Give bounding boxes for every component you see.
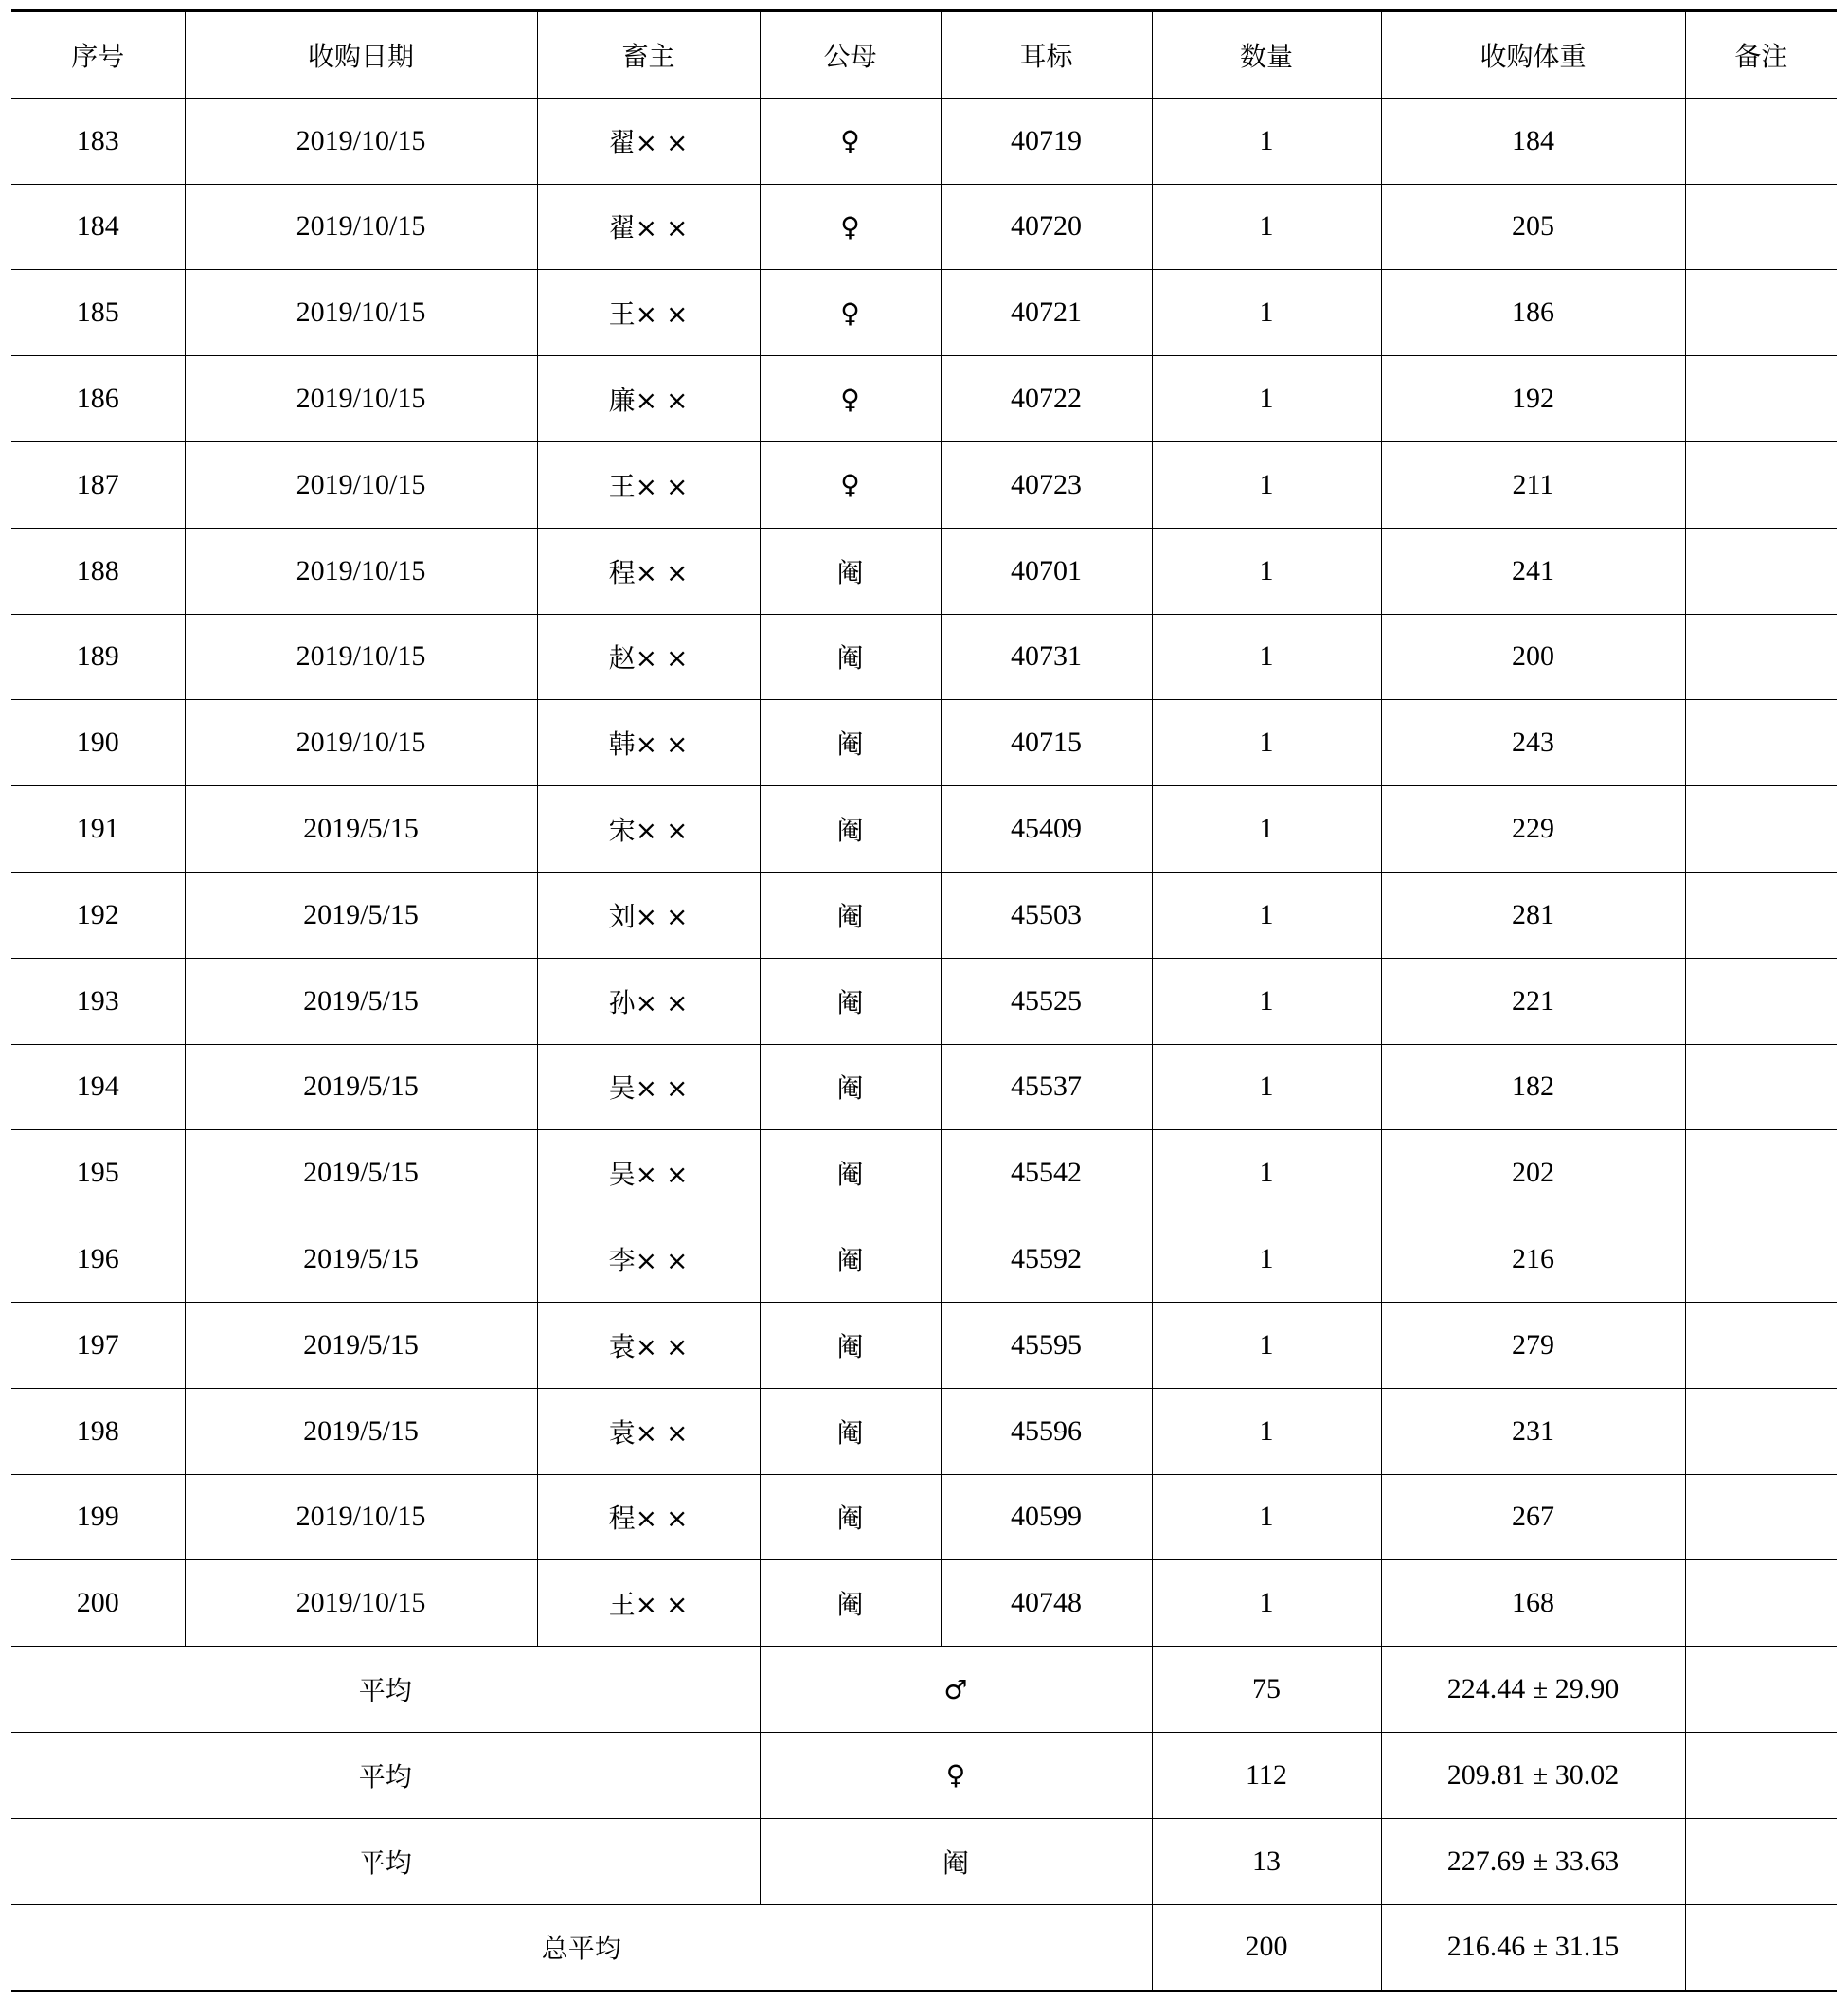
cell-purchase-date: 2019/5/15 — [185, 1302, 537, 1388]
cell-ear-tag: 45537 — [941, 1044, 1152, 1130]
summary-row — [11, 1818, 1837, 1904]
table-body — [11, 11, 1837, 1991]
cell-count: 1 — [1152, 1302, 1381, 1388]
cell-ear-tag: 45595 — [941, 1302, 1152, 1388]
cell-owner: 孙× × — [537, 958, 760, 1044]
cell-purchase-date: 2019/10/15 — [185, 528, 537, 614]
cell-purchase-date: 2019/10/15 — [185, 184, 537, 270]
table-row — [11, 184, 1837, 270]
cell-sex: 阉 — [760, 1302, 941, 1388]
cell-remark — [1685, 528, 1837, 614]
header-sex: 公母 — [760, 11, 941, 99]
table-row — [11, 1474, 1837, 1560]
cell-count: 1 — [1152, 1216, 1381, 1303]
cell-remark — [1685, 441, 1837, 528]
cell-ear-tag: 45542 — [941, 1130, 1152, 1216]
cell-purchase-date: 2019/10/15 — [185, 270, 537, 356]
cell-purchase-weight: 231 — [1381, 1388, 1685, 1474]
summary-label: 平均 — [11, 1647, 760, 1733]
cell-purchase-date: 2019/10/15 — [185, 1474, 537, 1560]
cell-owner: 廉× × — [537, 356, 760, 442]
cell-remark — [1685, 786, 1837, 873]
cell-index: 195 — [11, 1130, 185, 1216]
cell-index: 186 — [11, 356, 185, 442]
cell-purchase-date: 2019/5/15 — [185, 1388, 537, 1474]
summary-label: 平均 — [11, 1732, 760, 1818]
cell-remark — [1685, 1474, 1837, 1560]
cell-owner: 王× × — [537, 441, 760, 528]
cell-remark — [1685, 1216, 1837, 1303]
cell-index: 183 — [11, 98, 185, 184]
cell-count: 1 — [1152, 1388, 1381, 1474]
cell-index: 198 — [11, 1388, 185, 1474]
cell-ear-tag: 45596 — [941, 1388, 1152, 1474]
summary-row — [11, 1647, 1837, 1733]
cell-purchase-date: 2019/10/15 — [185, 700, 537, 786]
cell-owner: 程× × — [537, 528, 760, 614]
cell-purchase-weight: 202 — [1381, 1130, 1685, 1216]
cell-owner: 吴× × — [537, 1044, 760, 1130]
cell-ear-tag: 40748 — [941, 1560, 1152, 1647]
cell-purchase-weight: 216 — [1381, 1216, 1685, 1303]
cell-purchase-weight: 182 — [1381, 1044, 1685, 1130]
cell-ear-tag: 40722 — [941, 356, 1152, 442]
cell-index: 194 — [11, 1044, 185, 1130]
cell-remark — [1685, 184, 1837, 270]
cell-count: 1 — [1152, 1474, 1381, 1560]
cell-owner: 李× × — [537, 1216, 760, 1303]
header-ear-tag: 耳标 — [941, 11, 1152, 99]
cell-count: 1 — [1152, 528, 1381, 614]
cell-owner: 刘× × — [537, 872, 760, 958]
table-row — [11, 1130, 1837, 1216]
cell-count: 1 — [1152, 270, 1381, 356]
table-row — [11, 356, 1837, 442]
cell-index: 191 — [11, 786, 185, 873]
summary-sex: ♂ — [760, 1647, 1152, 1733]
cell-ear-tag: 40715 — [941, 700, 1152, 786]
cell-owner: 韩× × — [537, 700, 760, 786]
cell-sex: 阉 — [760, 786, 941, 873]
cell-sex: 阉 — [760, 1388, 941, 1474]
cell-purchase-weight: 229 — [1381, 786, 1685, 873]
cell-owner: 宋× × — [537, 786, 760, 873]
cell-owner: 王× × — [537, 270, 760, 356]
table-row — [11, 98, 1837, 184]
cell-owner: 翟× × — [537, 98, 760, 184]
cell-purchase-date: 2019/5/15 — [185, 872, 537, 958]
cell-owner: 王× × — [537, 1560, 760, 1647]
cell-remark — [1685, 1388, 1837, 1474]
cell-purchase-weight: 192 — [1381, 356, 1685, 442]
cell-purchase-weight: 279 — [1381, 1302, 1685, 1388]
cell-sex: 阉 — [760, 958, 941, 1044]
cell-count: 1 — [1152, 356, 1381, 442]
cell-sex: 阉 — [760, 1560, 941, 1647]
cell-purchase-date: 2019/10/15 — [185, 1560, 537, 1647]
total-count: 200 — [1152, 1904, 1381, 1991]
cell-owner: 程× × — [537, 1474, 760, 1560]
table-row — [11, 1044, 1837, 1130]
cell-sex: 阉 — [760, 700, 941, 786]
summary-sex: 阉 — [760, 1818, 1152, 1904]
cell-purchase-weight: 241 — [1381, 528, 1685, 614]
summary-remark — [1685, 1818, 1837, 1904]
cell-count: 1 — [1152, 614, 1381, 700]
cell-index: 184 — [11, 184, 185, 270]
cell-sex: 阉 — [760, 1216, 941, 1303]
table-row — [11, 1388, 1837, 1474]
cell-sex: 阉 — [760, 1130, 941, 1216]
cell-purchase-weight: 221 — [1381, 958, 1685, 1044]
table-row — [11, 528, 1837, 614]
cell-purchase-date: 2019/5/15 — [185, 1216, 537, 1303]
summary-count: 13 — [1152, 1818, 1381, 1904]
cell-ear-tag: 45503 — [941, 872, 1152, 958]
cell-ear-tag: 40701 — [941, 528, 1152, 614]
cell-count: 1 — [1152, 958, 1381, 1044]
cell-owner: 袁× × — [537, 1388, 760, 1474]
summary-sex: ♀ — [760, 1732, 1152, 1818]
cell-remark — [1685, 872, 1837, 958]
cell-count: 1 — [1152, 1560, 1381, 1647]
summary-remark — [1685, 1732, 1837, 1818]
cell-purchase-date: 2019/10/15 — [185, 441, 537, 528]
cell-purchase-weight: 281 — [1381, 872, 1685, 958]
cell-purchase-date: 2019/10/15 — [185, 614, 537, 700]
header-row — [11, 11, 1837, 99]
cell-purchase-date: 2019/5/15 — [185, 958, 537, 1044]
cell-ear-tag: 45592 — [941, 1216, 1152, 1303]
cell-index: 196 — [11, 1216, 185, 1303]
cell-owner: 赵× × — [537, 614, 760, 700]
cell-sex: ♀ — [760, 98, 941, 184]
cell-owner: 吴× × — [537, 1130, 760, 1216]
total-remark — [1685, 1904, 1837, 1991]
cell-purchase-date: 2019/10/15 — [185, 356, 537, 442]
cell-sex: 阉 — [760, 614, 941, 700]
cell-index: 189 — [11, 614, 185, 700]
cell-purchase-weight: 267 — [1381, 1474, 1685, 1560]
table-row — [11, 958, 1837, 1044]
cell-purchase-weight: 200 — [1381, 614, 1685, 700]
cell-count: 1 — [1152, 1044, 1381, 1130]
cell-ear-tag: 40723 — [941, 441, 1152, 528]
cell-remark — [1685, 1130, 1837, 1216]
cell-remark — [1685, 270, 1837, 356]
cell-sex: 阉 — [760, 528, 941, 614]
header-count: 数量 — [1152, 11, 1381, 99]
cell-count: 1 — [1152, 872, 1381, 958]
table-row — [11, 270, 1837, 356]
cell-ear-tag: 40599 — [941, 1474, 1152, 1560]
cell-ear-tag: 40721 — [941, 270, 1152, 356]
table-row — [11, 614, 1837, 700]
cell-index: 200 — [11, 1560, 185, 1647]
summary-label: 平均 — [11, 1818, 760, 1904]
cell-ear-tag: 40720 — [941, 184, 1152, 270]
cell-purchase-date: 2019/10/15 — [185, 98, 537, 184]
summary-row — [11, 1732, 1837, 1818]
cell-owner: 翟× × — [537, 184, 760, 270]
cell-index: 199 — [11, 1474, 185, 1560]
cell-purchase-weight: 184 — [1381, 98, 1685, 184]
summary-count: 112 — [1152, 1732, 1381, 1818]
cell-remark — [1685, 1302, 1837, 1388]
total-row — [11, 1904, 1837, 1991]
cell-count: 1 — [1152, 441, 1381, 528]
cell-remark — [1685, 356, 1837, 442]
header-owner: 畜主 — [537, 11, 760, 99]
cell-index: 193 — [11, 958, 185, 1044]
cell-purchase-date: 2019/5/15 — [185, 1044, 537, 1130]
cell-purchase-weight: 168 — [1381, 1560, 1685, 1647]
summary-remark — [1685, 1647, 1837, 1733]
table-row — [11, 1302, 1837, 1388]
cell-purchase-weight: 243 — [1381, 700, 1685, 786]
total-label: 总平均 — [11, 1904, 1152, 1991]
header-purchase-date: 收购日期 — [185, 11, 537, 99]
cell-index: 187 — [11, 441, 185, 528]
cell-purchase-weight: 211 — [1381, 441, 1685, 528]
table-row — [11, 872, 1837, 958]
summary-weight: 227.69 ± 33.63 — [1381, 1818, 1685, 1904]
header-remarks: 备注 — [1685, 11, 1837, 99]
table-row — [11, 786, 1837, 873]
header-index: 序号 — [11, 11, 185, 99]
cell-index: 190 — [11, 700, 185, 786]
cell-sex: ♀ — [760, 441, 941, 528]
cell-remark — [1685, 98, 1837, 184]
cell-purchase-weight: 186 — [1381, 270, 1685, 356]
cell-count: 1 — [1152, 1130, 1381, 1216]
cell-count: 1 — [1152, 786, 1381, 873]
cell-ear-tag: 45525 — [941, 958, 1152, 1044]
cell-index: 185 — [11, 270, 185, 356]
cell-sex: ♀ — [760, 356, 941, 442]
cell-count: 1 — [1152, 98, 1381, 184]
table-row — [11, 441, 1837, 528]
cell-index: 188 — [11, 528, 185, 614]
cell-remark — [1685, 1560, 1837, 1647]
cell-count: 1 — [1152, 700, 1381, 786]
cell-ear-tag: 40719 — [941, 98, 1152, 184]
cell-sex: ♀ — [760, 270, 941, 356]
cell-count: 1 — [1152, 184, 1381, 270]
table-row — [11, 700, 1837, 786]
cell-remark — [1685, 700, 1837, 786]
cell-index: 192 — [11, 872, 185, 958]
cell-owner: 袁× × — [537, 1302, 760, 1388]
cell-sex: 阉 — [760, 1044, 941, 1130]
cell-sex: ♀ — [760, 184, 941, 270]
summary-weight: 209.81 ± 30.02 — [1381, 1732, 1685, 1818]
cell-ear-tag: 45409 — [941, 786, 1152, 873]
total-weight: 216.46 ± 31.15 — [1381, 1904, 1685, 1991]
cell-index: 197 — [11, 1302, 185, 1388]
table-row — [11, 1560, 1837, 1647]
cell-sex: 阉 — [760, 872, 941, 958]
summary-weight: 224.44 ± 29.90 — [1381, 1647, 1685, 1733]
purchase-weight-table — [11, 9, 1837, 1992]
cell-purchase-weight: 205 — [1381, 184, 1685, 270]
cell-remark — [1685, 958, 1837, 1044]
cell-remark — [1685, 614, 1837, 700]
cell-purchase-date: 2019/5/15 — [185, 1130, 537, 1216]
table-row — [11, 1216, 1837, 1303]
header-purchase-weight: 收购体重 — [1381, 11, 1685, 99]
cell-remark — [1685, 1044, 1837, 1130]
cell-purchase-date: 2019/5/15 — [185, 786, 537, 873]
cell-sex: 阉 — [760, 1474, 941, 1560]
summary-count: 75 — [1152, 1647, 1381, 1733]
cell-ear-tag: 40731 — [941, 614, 1152, 700]
